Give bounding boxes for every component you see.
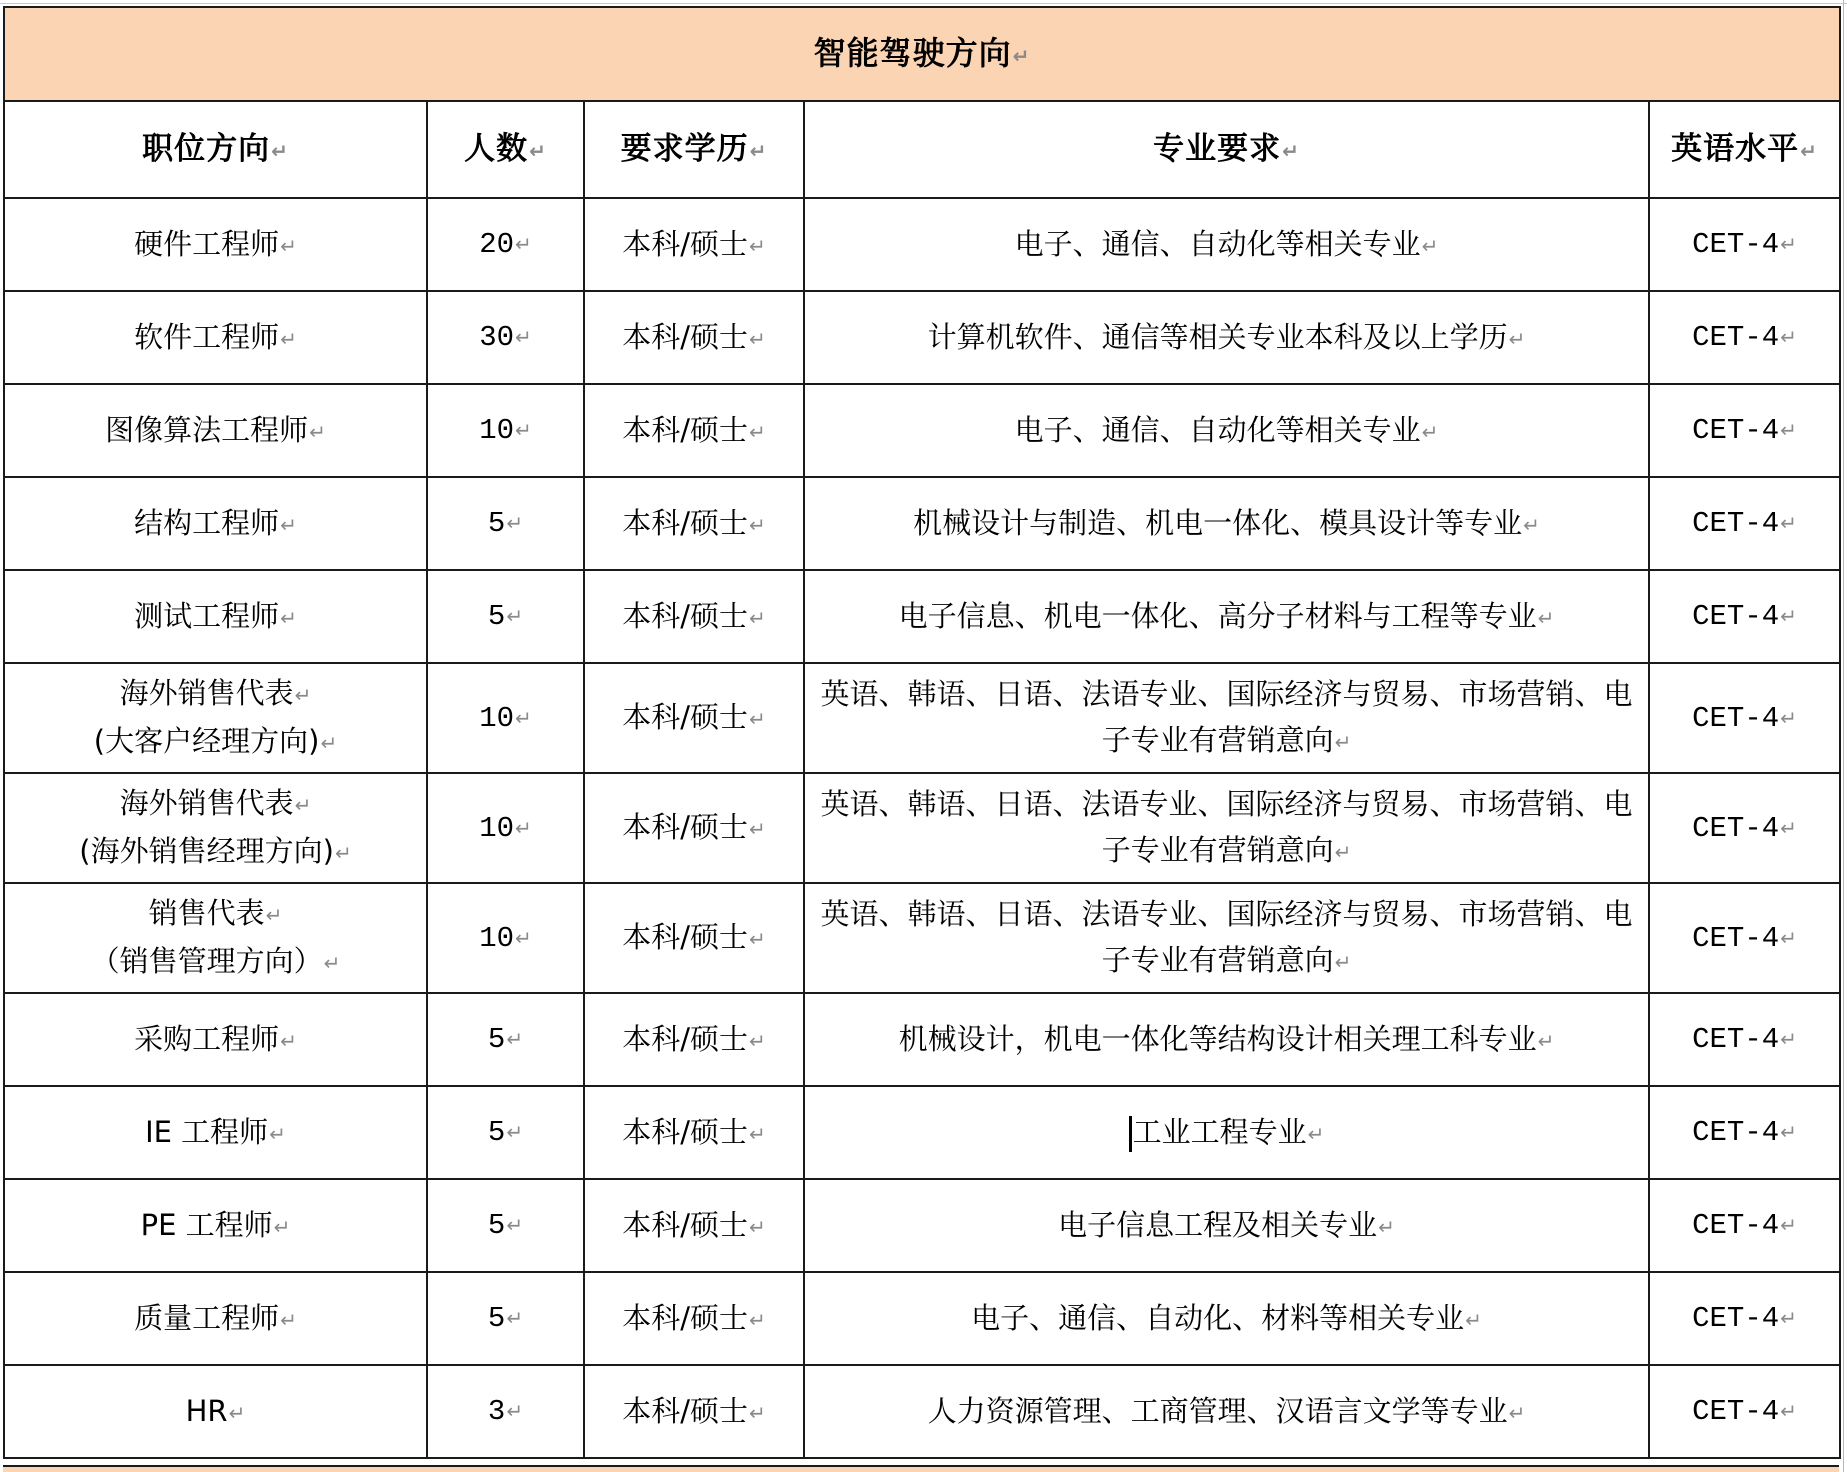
cell-english[interactable] <box>1649 1179 1840 1272</box>
paragraph-mark-icon: ↵ <box>1780 925 1797 950</box>
paragraph-mark-icon: ↵ <box>1523 512 1540 537</box>
table-row <box>4 384 1840 477</box>
paragraph-mark-icon: ↵ <box>506 1027 524 1051</box>
major-text: 电子信息、机电一体化、高分子材料与工程等专业 <box>898 598 1537 633</box>
column-header-label: 专业要求 <box>1153 130 1282 167</box>
english-text: CET-4 <box>1692 701 1780 735</box>
position-text: 海外销售代表 <box>119 676 294 710</box>
major-text: 电子、通信、自动化、材料等相关专业 <box>971 1300 1465 1335</box>
column-header-major[interactable] <box>804 101 1649 198</box>
column-header-label: 职位方向 <box>142 130 271 167</box>
cell-major[interactable] <box>804 773 1649 883</box>
english-text: CET-4 <box>1692 1209 1780 1242</box>
paragraph-mark-icon: ↵ <box>280 605 297 630</box>
table-title-cell[interactable] <box>4 7 1840 101</box>
count-text: 5 <box>487 507 506 540</box>
paragraph-mark-icon: ↵ <box>271 138 289 163</box>
page-margin-line <box>1843 0 1844 1472</box>
cell-major[interactable] <box>804 570 1649 663</box>
count-text: 10 <box>479 701 515 735</box>
education-text: 本科/硕士 <box>622 1207 748 1242</box>
position-text: 质量工程师 <box>134 1300 280 1335</box>
paragraph-mark-icon: ↵ <box>1780 1027 1797 1051</box>
cell-position[interactable] <box>4 773 427 883</box>
paragraph-mark-icon: ↵ <box>749 1400 766 1425</box>
next-table-header-band <box>3 1465 1839 1472</box>
cell-english[interactable] <box>1649 1365 1840 1458</box>
column-header-label: 要求学历 <box>620 130 749 167</box>
count-text: 3 <box>487 1395 506 1428</box>
cell-count[interactable] <box>427 1086 584 1179</box>
cell-major[interactable] <box>804 993 1649 1086</box>
education-text: 本科/硕士 <box>622 1114 748 1149</box>
english-text: CET-4 <box>1692 1023 1780 1056</box>
position-text: 海外销售代表 <box>119 786 294 820</box>
position-subtitle: (大客户经理方向) <box>93 724 320 758</box>
cell-major[interactable] <box>804 477 1649 570</box>
cell-english[interactable] <box>1649 663 1840 773</box>
paragraph-mark-icon: ↵ <box>1780 1306 1797 1330</box>
paragraph-mark-icon: ↵ <box>749 233 766 258</box>
major-text: 电子、通信、自动化等相关专业 <box>1014 226 1421 261</box>
count-text: 20 <box>479 228 515 261</box>
position-text: 测试工程师 <box>134 598 280 633</box>
paragraph-mark-icon: ↵ <box>1334 730 1352 754</box>
cell-english[interactable] <box>1649 477 1840 570</box>
paragraph-mark-icon: ↵ <box>515 325 532 349</box>
paragraph-mark-icon: ↵ <box>1537 605 1555 630</box>
position-text: 销售代表 <box>148 896 265 930</box>
cell-english[interactable] <box>1649 773 1840 883</box>
position-subtitle: （销售管理方向） <box>90 944 323 978</box>
column-header-row <box>4 101 1840 198</box>
education-text: 本科/硕士 <box>622 700 748 734</box>
cell-position[interactable] <box>4 198 427 291</box>
paragraph-mark-icon: ↵ <box>1780 1213 1797 1237</box>
paragraph-mark-icon: ↵ <box>749 326 766 351</box>
paragraph-mark-icon: ↵ <box>1780 325 1797 349</box>
column-header-position[interactable] <box>4 101 427 198</box>
table-row <box>4 1272 1840 1365</box>
count-text: 30 <box>479 321 515 354</box>
paragraph-mark-icon: ↵ <box>320 731 338 755</box>
cell-position[interactable] <box>4 477 427 570</box>
table-row <box>4 477 1840 570</box>
paragraph-mark-icon: ↵ <box>515 705 532 730</box>
paragraph-mark-icon: ↵ <box>294 793 312 817</box>
column-header-count[interactable] <box>427 101 584 198</box>
column-header-education[interactable] <box>584 101 804 198</box>
paragraph-mark-icon: ↵ <box>280 233 297 258</box>
education-text: 本科/硕士 <box>622 1021 748 1056</box>
cell-education[interactable] <box>584 477 804 570</box>
paragraph-mark-icon: ↵ <box>506 1399 524 1423</box>
cell-count[interactable] <box>427 384 584 477</box>
position-text: 硬件工程师 <box>134 226 280 261</box>
paragraph-mark-icon: ↵ <box>1780 418 1797 442</box>
paragraph-mark-icon: ↵ <box>749 1214 766 1239</box>
english-text: CET-4 <box>1692 921 1780 955</box>
paragraph-mark-icon: ↵ <box>1378 1214 1395 1239</box>
major-text: 电子信息工程及相关专业 <box>1058 1207 1378 1242</box>
paragraph-mark-icon: ↵ <box>269 1121 286 1146</box>
paragraph-mark-icon: ↵ <box>749 927 766 951</box>
english-text: CET-4 <box>1692 1395 1780 1428</box>
education-text: 本科/硕士 <box>622 920 748 954</box>
paragraph-mark-icon: ↵ <box>265 903 283 927</box>
cell-position[interactable] <box>4 1365 427 1458</box>
education-text: 本科/硕士 <box>622 1393 748 1428</box>
table-row <box>4 1179 1840 1272</box>
table-row <box>4 773 1840 883</box>
paragraph-mark-icon: ↵ <box>1508 326 1526 351</box>
paragraph-mark-icon: ↵ <box>749 707 766 731</box>
english-text: CET-4 <box>1692 228 1780 261</box>
cell-education[interactable] <box>584 1272 804 1365</box>
cell-major[interactable] <box>804 384 1649 477</box>
table-title-row <box>4 7 1840 101</box>
english-text: CET-4 <box>1692 321 1780 354</box>
major-text: 机械设计与制造、机电一体化、模具设计等专业 <box>913 505 1523 540</box>
paragraph-mark-icon: ↵ <box>506 1120 524 1144</box>
cell-position[interactable] <box>4 291 427 384</box>
paragraph-mark-icon: ↵ <box>1780 815 1797 840</box>
cell-position[interactable] <box>4 663 427 773</box>
position-text: PE 工程师 <box>140 1207 273 1242</box>
text-cursor <box>1129 1116 1132 1152</box>
cell-major[interactable] <box>804 663 1649 773</box>
paragraph-mark-icon: ↵ <box>1334 950 1352 974</box>
cell-count[interactable] <box>427 663 584 773</box>
cell-count[interactable] <box>427 773 584 883</box>
paragraph-mark-icon: ↵ <box>280 1028 297 1053</box>
paragraph-mark-icon: ↵ <box>749 1307 766 1332</box>
english-text: CET-4 <box>1692 1116 1780 1149</box>
major-text: 工业工程专业 <box>1132 1114 1307 1149</box>
cell-count[interactable] <box>427 570 584 663</box>
count-text: 5 <box>487 600 506 633</box>
cell-education[interactable] <box>584 1179 804 1272</box>
count-text: 10 <box>479 811 515 845</box>
position-text: 采购工程师 <box>134 1021 280 1056</box>
table-row <box>4 291 1840 384</box>
paragraph-mark-icon: ↵ <box>1421 233 1439 258</box>
cell-english[interactable] <box>1649 570 1840 663</box>
cell-english[interactable] <box>1649 1272 1840 1365</box>
cell-education[interactable] <box>584 883 804 993</box>
table-row <box>4 1365 1840 1458</box>
paragraph-mark-icon: ↵ <box>1780 604 1797 628</box>
cell-major[interactable] <box>804 1086 1649 1179</box>
major-text: 电子、通信、自动化等相关专业 <box>1014 412 1421 447</box>
cell-position[interactable] <box>4 883 427 993</box>
cell-position[interactable] <box>4 1086 427 1179</box>
cell-major[interactable] <box>804 1179 1649 1272</box>
cell-count[interactable] <box>427 1365 584 1458</box>
paragraph-mark-icon: ↵ <box>1800 138 1818 163</box>
paragraph-mark-icon: ↵ <box>749 817 766 841</box>
column-header-label: 英语水平 <box>1671 130 1800 167</box>
paragraph-mark-icon: ↵ <box>1282 138 1300 163</box>
paragraph-mark-icon: ↵ <box>749 138 768 163</box>
table-row <box>4 883 1840 993</box>
paragraph-mark-icon: ↵ <box>515 815 532 840</box>
education-text: 本科/硕士 <box>622 226 748 261</box>
paragraph-mark-icon: ↵ <box>1780 705 1797 730</box>
paragraph-mark-icon: ↵ <box>1307 1121 1325 1146</box>
cell-position[interactable] <box>4 1272 427 1365</box>
paragraph-mark-icon: ↵ <box>749 605 766 630</box>
table-row <box>4 993 1840 1086</box>
english-text: CET-4 <box>1692 811 1780 845</box>
education-text: 本科/硕士 <box>622 1300 748 1335</box>
cell-english[interactable] <box>1649 883 1840 993</box>
paragraph-mark-icon: ↵ <box>749 512 766 537</box>
table-title: 智能驾驶方向 <box>813 33 1012 72</box>
cell-english[interactable] <box>1649 198 1840 291</box>
paragraph-mark-icon: ↵ <box>1334 840 1352 864</box>
paragraph-mark-icon: ↵ <box>749 1121 766 1146</box>
position-subtitle: (海外销售经理方向) <box>79 834 334 868</box>
paragraph-mark-icon: ↵ <box>1780 1120 1797 1144</box>
cell-education[interactable] <box>584 384 804 477</box>
paragraph-mark-icon: ↵ <box>515 232 532 256</box>
paragraph-mark-icon: ↵ <box>1780 1399 1797 1423</box>
count-text: 5 <box>487 1116 506 1149</box>
recruitment-table <box>3 6 1841 1459</box>
paragraph-mark-icon: ↵ <box>1508 1400 1526 1425</box>
paragraph-mark-icon: ↵ <box>309 419 326 444</box>
paragraph-mark-icon: ↵ <box>273 1214 291 1239</box>
paragraph-mark-icon: ↵ <box>1537 1028 1555 1053</box>
english-text: CET-4 <box>1692 600 1780 633</box>
cell-education[interactable] <box>584 570 804 663</box>
english-text: CET-4 <box>1692 507 1780 540</box>
major-text: 英语、韩语、日语、法语专业、国际经济与贸易、市场营销、电子专业有营销意向 <box>820 787 1633 867</box>
education-text: 本科/硕士 <box>622 810 748 844</box>
cell-english[interactable] <box>1649 291 1840 384</box>
english-text: CET-4 <box>1692 1302 1780 1335</box>
major-text: 机械设计，机电一体化等结构设计相关理工科专业 <box>898 1021 1537 1056</box>
cell-education[interactable] <box>584 1365 804 1458</box>
cell-major[interactable] <box>804 198 1649 291</box>
table-row <box>4 570 1840 663</box>
count-text: 10 <box>479 414 515 447</box>
cell-english[interactable] <box>1649 993 1840 1086</box>
count-text: 10 <box>479 921 515 955</box>
paragraph-mark-icon: ↵ <box>323 951 341 975</box>
paragraph-mark-icon: ↵ <box>506 511 524 535</box>
paragraph-mark-icon: ↵ <box>280 1307 297 1332</box>
education-text: 本科/硕士 <box>622 412 748 447</box>
count-text: 5 <box>487 1302 506 1335</box>
paragraph-mark-icon: ↵ <box>506 1306 524 1330</box>
paragraph-mark-icon: ↵ <box>1421 419 1439 444</box>
cell-count[interactable] <box>427 993 584 1086</box>
cell-major[interactable] <box>804 291 1649 384</box>
paragraph-mark-icon: ↵ <box>749 1028 766 1053</box>
major-text: 英语、韩语、日语、法语专业、国际经济与贸易、市场营销、电子专业有营销意向 <box>820 897 1633 977</box>
paragraph-mark-icon: ↵ <box>1780 511 1797 535</box>
table-row <box>4 663 1840 773</box>
english-text: CET-4 <box>1692 414 1780 447</box>
cell-education[interactable] <box>584 291 804 384</box>
paragraph-mark-icon: ↵ <box>515 418 532 442</box>
cell-english[interactable] <box>1649 1086 1840 1179</box>
paragraph-mark-icon: ↵ <box>280 512 297 537</box>
paragraph-mark-icon: ↵ <box>334 841 352 865</box>
cell-education[interactable] <box>584 198 804 291</box>
paragraph-mark-icon: ↵ <box>515 925 532 950</box>
paragraph-mark-icon: ↵ <box>1465 1307 1482 1332</box>
cell-education[interactable] <box>584 1086 804 1179</box>
paragraph-mark-icon: ↵ <box>1012 43 1031 68</box>
position-text: 图像算法工程师 <box>105 412 309 447</box>
page-top-edge <box>0 3 1847 4</box>
cell-count[interactable] <box>427 883 584 993</box>
paragraph-mark-icon: ↵ <box>280 326 297 351</box>
cell-major[interactable] <box>804 1272 1649 1365</box>
cell-position[interactable] <box>4 993 427 1086</box>
cell-position[interactable] <box>4 570 427 663</box>
paragraph-mark-icon: ↵ <box>228 1400 246 1425</box>
position-text: IE 工程师 <box>145 1114 269 1149</box>
cell-count[interactable] <box>427 1272 584 1365</box>
cell-count[interactable] <box>427 291 584 384</box>
education-text: 本科/硕士 <box>622 319 748 354</box>
count-text: 5 <box>487 1023 506 1056</box>
paragraph-mark-icon: ↵ <box>506 604 524 628</box>
major-text: 人力资源管理、工商管理、汉语言文学等专业 <box>927 1393 1508 1428</box>
position-text: 软件工程师 <box>134 319 280 354</box>
position-text: 结构工程师 <box>134 505 280 540</box>
cell-major[interactable] <box>804 1365 1649 1458</box>
table-row <box>4 1086 1840 1179</box>
column-header-label: 人数 <box>464 130 529 167</box>
cell-english[interactable] <box>1649 384 1840 477</box>
cell-count[interactable] <box>427 1179 584 1272</box>
cell-count[interactable] <box>427 477 584 570</box>
paragraph-mark-icon: ↵ <box>749 419 766 444</box>
cell-position[interactable] <box>4 384 427 477</box>
paragraph-mark-icon: ↵ <box>529 138 547 163</box>
education-text: 本科/硕士 <box>622 598 748 633</box>
table-row <box>4 198 1840 291</box>
position-text: HR <box>185 1393 228 1428</box>
cell-education[interactable] <box>584 993 804 1086</box>
column-header-english[interactable] <box>1649 101 1840 198</box>
education-text: 本科/硕士 <box>622 505 748 540</box>
cell-education[interactable] <box>584 663 804 773</box>
count-text: 5 <box>487 1209 506 1242</box>
major-text: 计算机软件、通信等相关专业本科及以上学历 <box>927 319 1508 354</box>
cell-education[interactable] <box>584 773 804 883</box>
paragraph-mark-icon: ↵ <box>294 683 312 707</box>
paragraph-mark-icon: ↵ <box>506 1213 524 1237</box>
cell-count[interactable] <box>427 198 584 291</box>
paragraph-mark-icon: ↵ <box>1780 232 1797 256</box>
cell-major[interactable] <box>804 883 1649 993</box>
cell-position[interactable] <box>4 1179 427 1272</box>
major-text: 英语、韩语、日语、法语专业、国际经济与贸易、市场营销、电子专业有营销意向 <box>820 677 1633 757</box>
